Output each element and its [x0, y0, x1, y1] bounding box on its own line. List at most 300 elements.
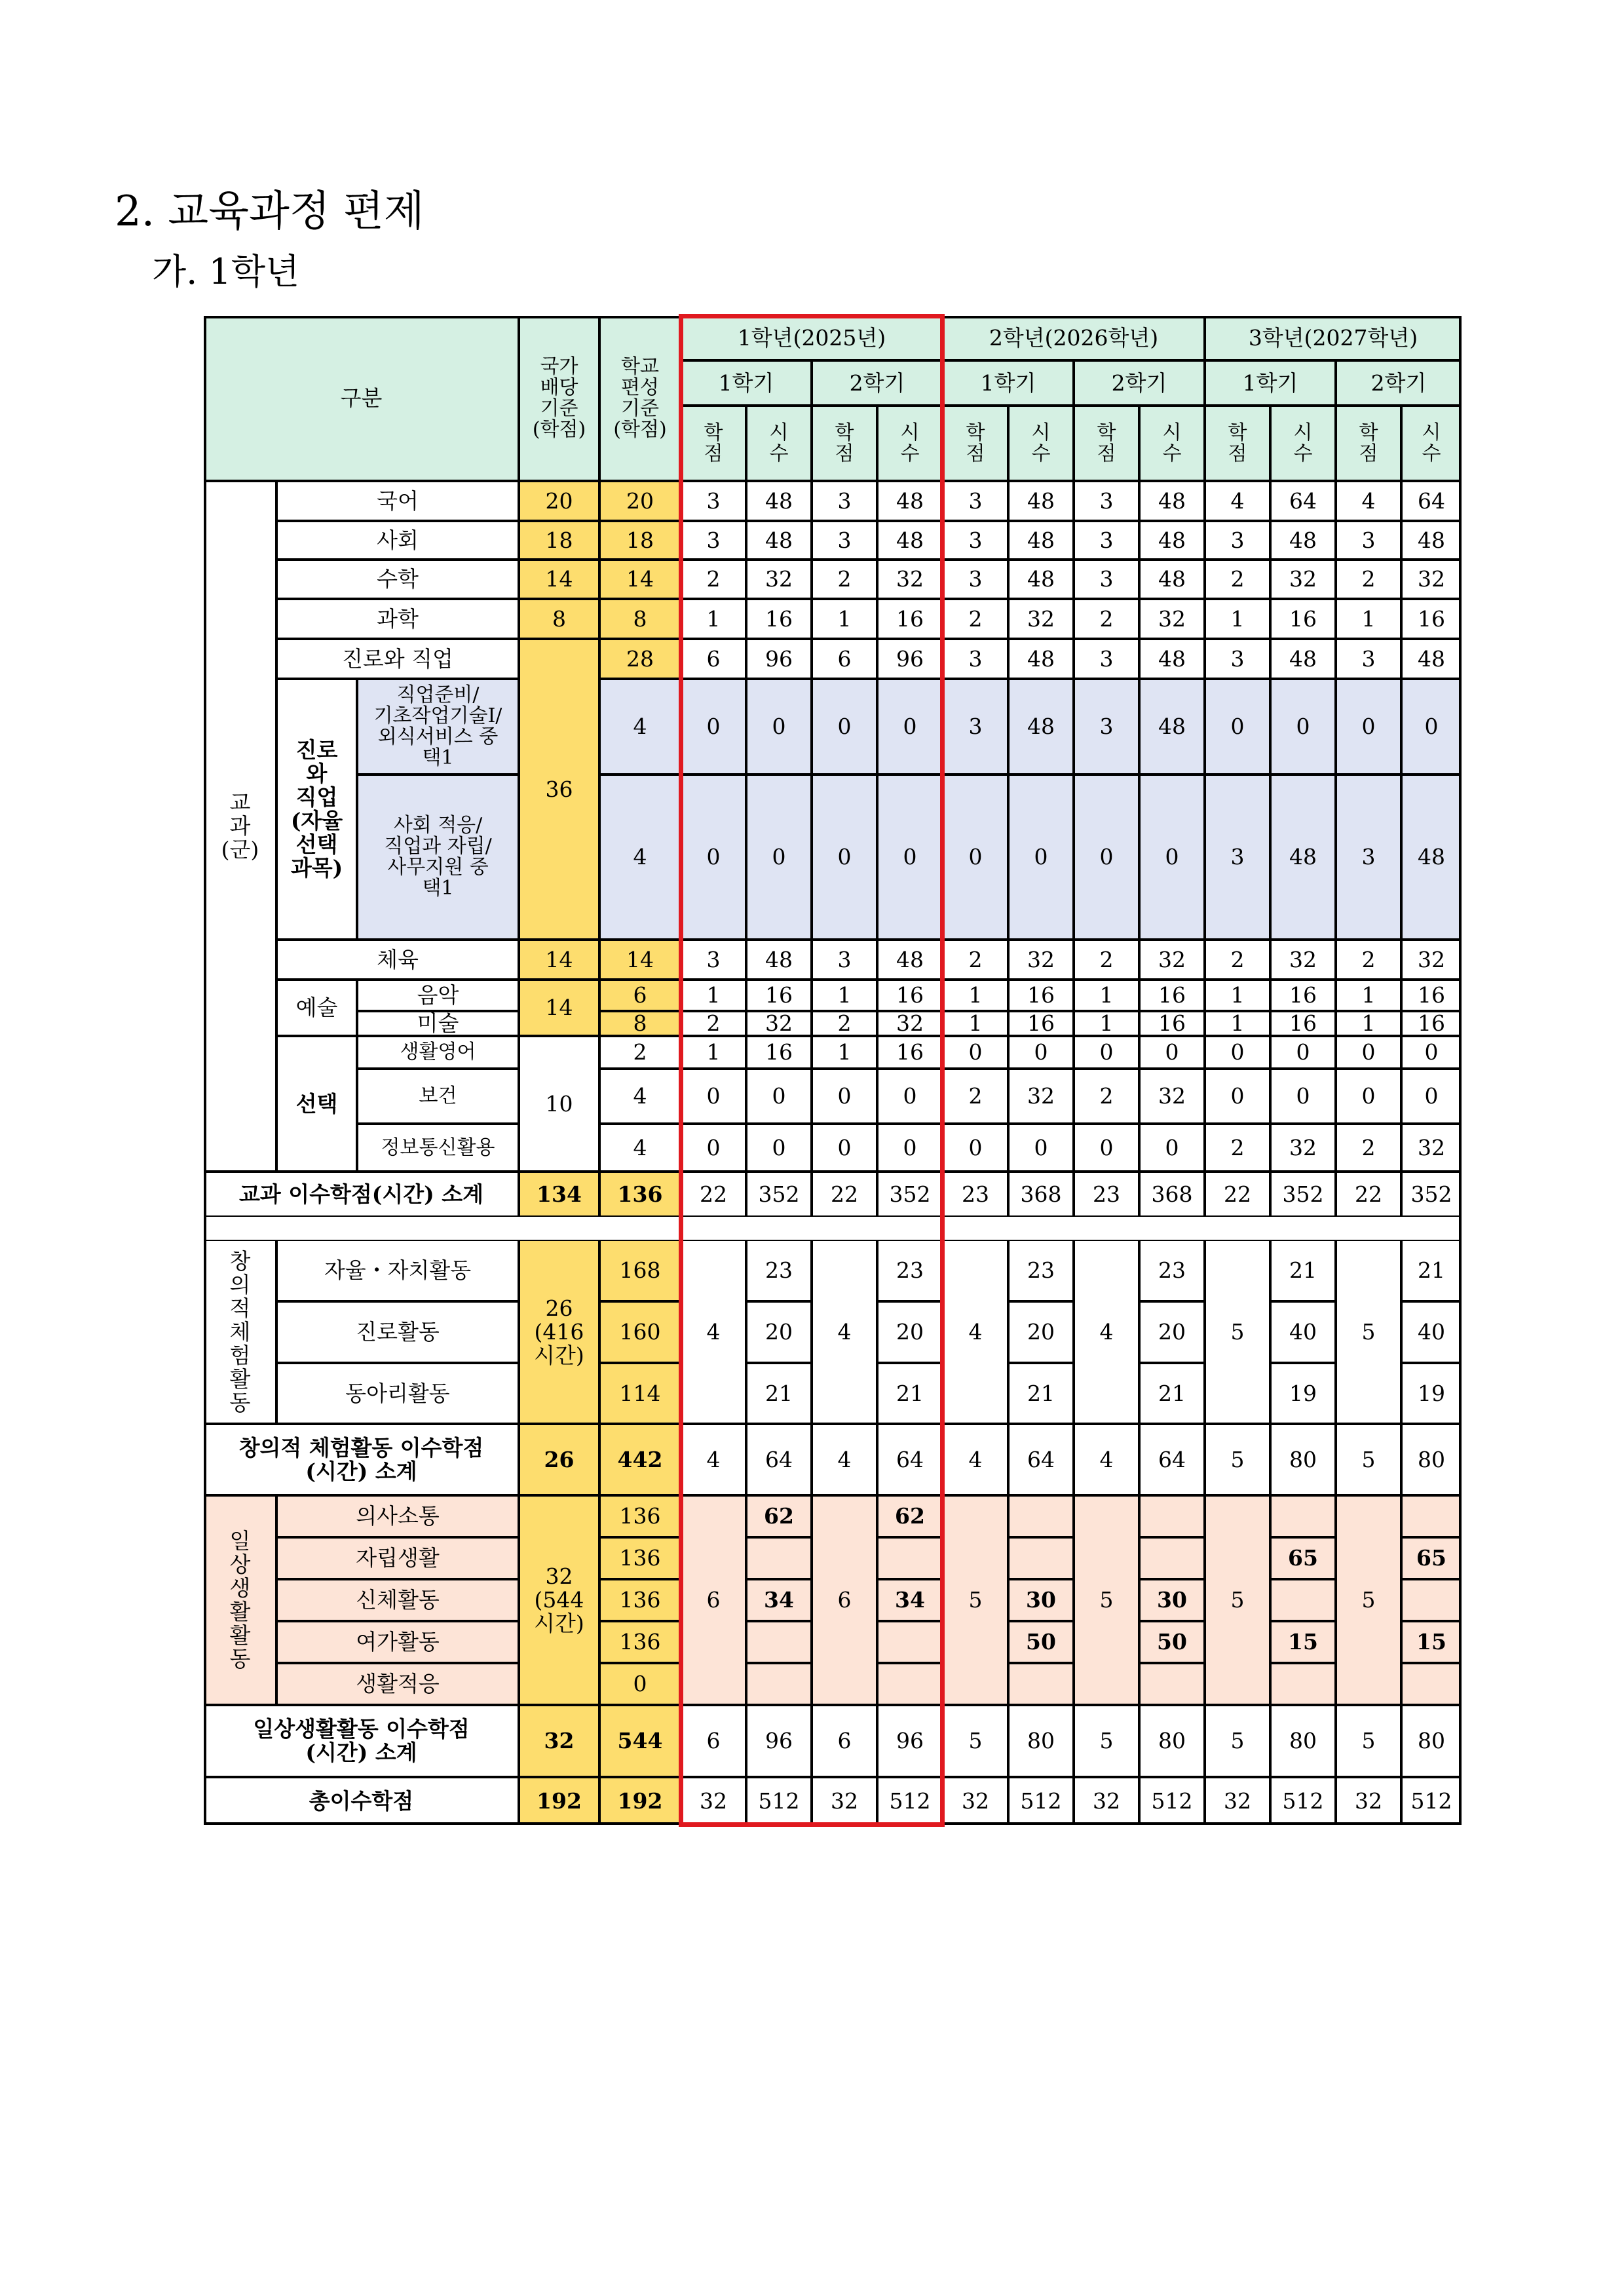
header-semester: 1학기 [943, 360, 1074, 406]
header-unit: 시 수 [1139, 406, 1205, 481]
value-cell: 3 [1074, 481, 1139, 521]
hours-cell [1139, 1537, 1205, 1579]
hours-cell: 50 [1008, 1621, 1074, 1663]
value-cell: 96 [877, 1705, 943, 1777]
value-cell: 3 [681, 481, 746, 521]
value-cell: 352 [877, 1172, 943, 1217]
value-cell: 2 [812, 1011, 877, 1036]
school-credit: 2 [599, 1036, 681, 1069]
value-cell: 5 [1074, 1705, 1139, 1777]
value-cell: 48 [877, 940, 943, 980]
value-cell: 352 [1401, 1172, 1462, 1217]
value-cell: 0 [746, 1124, 812, 1172]
value-cell: 32 [1401, 560, 1462, 599]
value-cell: 16 [746, 1036, 812, 1069]
school-credit: 8 [599, 1011, 681, 1036]
subtotal-national: 32 [519, 1705, 599, 1777]
value-cell: 16 [877, 1036, 943, 1069]
activity-name: 생활적응 [276, 1663, 519, 1705]
subject-name: 과학 [276, 599, 519, 639]
hours-cell: 20 [1139, 1301, 1205, 1363]
school-credit: 4 [599, 1124, 681, 1172]
value-cell: 64 [1401, 481, 1462, 521]
value-cell: 0 [877, 679, 943, 775]
hours-cell: 21 [1270, 1240, 1336, 1301]
hours-cell [746, 1621, 812, 1663]
credit-cell: 5 [1336, 1240, 1401, 1424]
hours-cell: 20 [877, 1301, 943, 1363]
value-cell: 1 [1205, 980, 1270, 1011]
school-hours: 0 [599, 1663, 681, 1705]
value-cell: 32 [746, 560, 812, 599]
national-credit: 18 [519, 521, 599, 560]
hours-cell: 62 [746, 1495, 812, 1537]
group-daily: 일 상 생 활 활 동 [204, 1495, 276, 1705]
hours-cell: 19 [1270, 1363, 1336, 1424]
value-cell: 4 [812, 1424, 877, 1495]
value-cell: 0 [1074, 1124, 1139, 1172]
value-cell: 32 [1139, 599, 1205, 639]
value-cell: 1 [943, 1011, 1008, 1036]
value-cell: 3 [943, 560, 1008, 599]
value-cell: 32 [746, 1011, 812, 1036]
value-cell: 48 [1139, 679, 1205, 775]
value-cell: 6 [812, 1705, 877, 1777]
value-cell: 80 [1008, 1705, 1074, 1777]
value-cell: 6 [681, 1705, 746, 1777]
subject-name: 체육 [276, 940, 519, 980]
hours-cell [1401, 1663, 1462, 1705]
hours-cell: 21 [877, 1363, 943, 1424]
value-cell: 1 [1205, 1011, 1270, 1036]
value-cell: 32 [1139, 940, 1205, 980]
value-cell: 32 [1401, 940, 1462, 980]
hours-cell: 34 [877, 1579, 943, 1621]
value-cell: 64 [877, 1424, 943, 1495]
value-cell: 1 [812, 1036, 877, 1069]
value-cell: 64 [746, 1424, 812, 1495]
hours-cell: 21 [1139, 1363, 1205, 1424]
header-unit: 시 수 [1270, 406, 1336, 481]
hours-cell: 21 [1008, 1363, 1074, 1424]
value-cell: 16 [1139, 980, 1205, 1011]
value-cell: 0 [681, 679, 746, 775]
header-semester: 1학기 [1205, 360, 1336, 406]
value-cell: 1 [812, 980, 877, 1011]
value-cell: 16 [1139, 1011, 1205, 1036]
subject-name: 국어 [276, 481, 519, 521]
value-cell: 32 [1139, 1069, 1205, 1124]
value-cell: 0 [746, 679, 812, 775]
group-subjects: 교 과 (군) [204, 481, 276, 1172]
value-cell: 48 [1008, 521, 1074, 560]
value-cell: 3 [943, 521, 1008, 560]
value-cell: 512 [1401, 1777, 1462, 1825]
header-category: 구분 [204, 316, 519, 481]
value-cell: 0 [1270, 1036, 1336, 1069]
hours-cell: 23 [877, 1240, 943, 1301]
value-cell: 48 [877, 521, 943, 560]
school-credit: 28 [599, 639, 681, 679]
value-cell: 1 [681, 1036, 746, 1069]
total-school: 192 [599, 1777, 681, 1825]
activity-name: 의사소통 [276, 1495, 519, 1537]
header-unit: 학 점 [1205, 406, 1270, 481]
hours-cell: 50 [1139, 1621, 1205, 1663]
value-cell: 22 [1205, 1172, 1270, 1217]
value-cell: 6 [681, 639, 746, 679]
value-cell: 0 [1401, 1069, 1462, 1124]
value-cell: 368 [1008, 1172, 1074, 1217]
activity-name: 신체활동 [276, 1579, 519, 1621]
value-cell: 80 [1401, 1424, 1462, 1495]
national-credit-arts: 14 [519, 980, 599, 1036]
value-cell: 0 [1205, 1069, 1270, 1124]
value-cell: 16 [877, 599, 943, 639]
value-cell: 2 [1074, 1069, 1139, 1124]
group-career-elective: 진로 와 직업 (자율 선택 과목) [276, 679, 357, 940]
subject-name: 진로와 직업 [276, 639, 519, 679]
hours-cell: 30 [1008, 1579, 1074, 1621]
credit-cell: 4 [812, 1240, 877, 1424]
header-school-standard: 학교 편성 기준 (학점) [599, 316, 681, 481]
value-cell: 32 [1336, 1777, 1401, 1825]
hours-cell: 21 [746, 1363, 812, 1424]
value-cell: 0 [1074, 775, 1139, 940]
subject-name: 사회 적응/ 직업과 자립/ 사무지원 중 택1 [357, 775, 519, 940]
national-credit-daily: 32 (544 시간) [519, 1495, 599, 1705]
value-cell: 0 [1336, 1069, 1401, 1124]
credit-cell: 5 [1205, 1240, 1270, 1424]
header-semester: 2학기 [1074, 360, 1205, 406]
subtotal-school: 136 [599, 1172, 681, 1217]
hours-cell [1008, 1495, 1074, 1537]
value-cell: 48 [877, 481, 943, 521]
hours-cell [877, 1537, 943, 1579]
group-arts: 예술 [276, 980, 357, 1036]
subject-name: 미술 [357, 1011, 519, 1036]
value-cell: 0 [1336, 679, 1401, 775]
hours-cell: 23 [1139, 1240, 1205, 1301]
value-cell: 512 [1139, 1777, 1205, 1825]
value-cell: 3 [681, 940, 746, 980]
value-cell: 48 [1139, 481, 1205, 521]
activity-name: 동아리활동 [276, 1363, 519, 1424]
hours-cell [1008, 1537, 1074, 1579]
hours-cell: 34 [746, 1579, 812, 1621]
national-credit-creative: 26 (416 시간) [519, 1240, 599, 1424]
value-cell: 16 [877, 980, 943, 1011]
credit-cell: 4 [1074, 1240, 1139, 1424]
value-cell: 6 [812, 639, 877, 679]
value-cell: 2 [681, 1011, 746, 1036]
value-cell: 0 [1336, 1036, 1401, 1069]
school-credit: 18 [599, 521, 681, 560]
value-cell: 32 [1008, 940, 1074, 980]
value-cell: 0 [1008, 1036, 1074, 1069]
value-cell: 3 [812, 940, 877, 980]
value-cell: 4 [1205, 481, 1270, 521]
value-cell: 5 [1336, 1705, 1401, 1777]
value-cell: 0 [1270, 1069, 1336, 1124]
value-cell: 3 [1074, 679, 1139, 775]
school-credit: 4 [599, 679, 681, 775]
value-cell: 0 [943, 775, 1008, 940]
national-credit: 14 [519, 560, 599, 599]
value-cell: 48 [1008, 679, 1074, 775]
value-cell: 48 [1008, 481, 1074, 521]
value-cell: 22 [1336, 1172, 1401, 1217]
school-credit: 4 [599, 775, 681, 940]
header-unit: 시 수 [1008, 406, 1074, 481]
header-unit: 학 점 [943, 406, 1008, 481]
hours-cell: 62 [877, 1495, 943, 1537]
value-cell: 3 [943, 679, 1008, 775]
credit-cell: 4 [681, 1240, 746, 1424]
value-cell: 3 [1336, 639, 1401, 679]
value-cell: 16 [1008, 1011, 1074, 1036]
value-cell: 3 [1074, 521, 1139, 560]
value-cell: 2 [1205, 1124, 1270, 1172]
credit-cell: 5 [1074, 1495, 1139, 1705]
value-cell: 48 [1139, 560, 1205, 599]
value-cell: 1 [681, 980, 746, 1011]
subject-name: 직업준비/ 기초작업기술Ⅰ/ 외식서비스 중 택1 [357, 679, 519, 775]
hours-cell [877, 1621, 943, 1663]
value-cell: 0 [943, 1124, 1008, 1172]
value-cell: 32 [812, 1777, 877, 1825]
school-credit: 14 [599, 940, 681, 980]
hours-cell [1008, 1663, 1074, 1705]
value-cell: 2 [943, 940, 1008, 980]
school-credit: 14 [599, 560, 681, 599]
subtotal-label: 창의적 체험활동 이수학점 (시간) 소계 [204, 1424, 519, 1495]
value-cell: 16 [746, 980, 812, 1011]
value-cell: 32 [943, 1777, 1008, 1825]
value-cell: 512 [877, 1777, 943, 1825]
subtotal-national: 134 [519, 1172, 599, 1217]
value-cell: 32 [1008, 599, 1074, 639]
value-cell: 32 [877, 1011, 943, 1036]
school-hours: 114 [599, 1363, 681, 1424]
hours-cell [1270, 1663, 1336, 1705]
value-cell: 2 [1336, 560, 1401, 599]
value-cell: 2 [1205, 940, 1270, 980]
hours-cell: 19 [1401, 1363, 1462, 1424]
hours-cell: 23 [1008, 1240, 1074, 1301]
value-cell: 3 [681, 521, 746, 560]
school-hours: 160 [599, 1301, 681, 1363]
value-cell: 0 [681, 1124, 746, 1172]
value-cell: 32 [1074, 1777, 1139, 1825]
value-cell: 0 [1139, 1036, 1205, 1069]
value-cell: 32 [1401, 1124, 1462, 1172]
subtotal-national: 26 [519, 1424, 599, 1495]
value-cell: 0 [1205, 1036, 1270, 1069]
hours-cell [746, 1537, 812, 1579]
value-cell: 2 [812, 560, 877, 599]
value-cell: 2 [943, 1069, 1008, 1124]
school-credit: 6 [599, 980, 681, 1011]
value-cell: 3 [1074, 560, 1139, 599]
value-cell: 32 [1270, 1124, 1336, 1172]
hours-cell: 65 [1401, 1537, 1462, 1579]
value-cell: 48 [1139, 521, 1205, 560]
value-cell: 0 [877, 1124, 943, 1172]
header-unit: 학 점 [812, 406, 877, 481]
hours-cell [746, 1663, 812, 1705]
value-cell: 48 [1139, 639, 1205, 679]
school-hours: 136 [599, 1537, 681, 1579]
value-cell: 48 [1270, 775, 1336, 940]
hours-cell [877, 1663, 943, 1705]
section-heading: 2. 교육과정 편제 [115, 187, 425, 236]
national-credit: 8 [519, 599, 599, 639]
value-cell: 64 [1270, 481, 1336, 521]
value-cell: 0 [1139, 775, 1205, 940]
value-cell: 2 [1205, 560, 1270, 599]
value-cell: 3 [943, 639, 1008, 679]
activity-name: 여가활동 [276, 1621, 519, 1663]
group-elective: 선택 [276, 1036, 357, 1172]
value-cell: 48 [746, 940, 812, 980]
value-cell: 16 [1270, 1011, 1336, 1036]
national-credit-elective: 10 [519, 1036, 599, 1172]
value-cell: 3 [1336, 775, 1401, 940]
value-cell: 32 [1205, 1777, 1270, 1825]
value-cell: 4 [1336, 481, 1401, 521]
value-cell: 48 [1401, 521, 1462, 560]
header-year: 3학년(2027학년) [1205, 316, 1462, 360]
value-cell: 32 [681, 1777, 746, 1825]
value-cell: 96 [877, 639, 943, 679]
national-credit-career: 36 [519, 639, 599, 940]
value-cell: 0 [681, 775, 746, 940]
header-year: 2학년(2026학년) [943, 316, 1205, 360]
value-cell: 0 [1401, 1036, 1462, 1069]
subject-name: 수학 [276, 560, 519, 599]
value-cell: 2 [1336, 1124, 1401, 1172]
header-semester: 1학기 [681, 360, 812, 406]
value-cell: 16 [1401, 599, 1462, 639]
subtotal-label: 교과 이수학점(시간) 소계 [204, 1172, 519, 1217]
hours-cell [1139, 1663, 1205, 1705]
value-cell: 0 [746, 775, 812, 940]
value-cell: 2 [681, 560, 746, 599]
header-unit: 학 점 [1074, 406, 1139, 481]
value-cell: 48 [1008, 639, 1074, 679]
value-cell: 5 [1336, 1424, 1401, 1495]
hours-cell: 65 [1270, 1537, 1336, 1579]
value-cell: 0 [812, 1069, 877, 1124]
value-cell: 1 [1074, 1011, 1139, 1036]
header-unit: 시 수 [877, 406, 943, 481]
value-cell: 5 [1205, 1705, 1270, 1777]
value-cell: 64 [1139, 1424, 1205, 1495]
value-cell: 2 [1074, 940, 1139, 980]
value-cell: 5 [943, 1705, 1008, 1777]
activity-name: 자립생활 [276, 1537, 519, 1579]
value-cell: 2 [943, 599, 1008, 639]
value-cell: 1 [943, 980, 1008, 1011]
credit-cell: 5 [1336, 1495, 1401, 1705]
value-cell: 1 [812, 599, 877, 639]
value-cell: 48 [1401, 639, 1462, 679]
value-cell: 3 [1205, 521, 1270, 560]
hours-cell [1139, 1495, 1205, 1537]
value-cell: 16 [1401, 980, 1462, 1011]
value-cell: 48 [1270, 521, 1336, 560]
value-cell: 96 [746, 639, 812, 679]
activity-name: 진로활동 [276, 1301, 519, 1363]
sub-heading: 가. 1학년 [152, 251, 300, 292]
credit-cell: 6 [812, 1495, 877, 1705]
value-cell: 1 [1205, 599, 1270, 639]
value-cell: 4 [943, 1424, 1008, 1495]
header-semester: 2학기 [812, 360, 943, 406]
credit-cell: 5 [943, 1495, 1008, 1705]
header-unit: 시 수 [1401, 406, 1462, 481]
hours-cell: 20 [1008, 1301, 1074, 1363]
value-cell: 96 [746, 1705, 812, 1777]
subject-name: 생활영어 [357, 1036, 519, 1069]
value-cell: 0 [1401, 679, 1462, 775]
value-cell: 0 [1205, 679, 1270, 775]
hours-cell [1401, 1579, 1462, 1621]
activity-name: 자율・자치활동 [276, 1240, 519, 1301]
value-cell: 3 [812, 521, 877, 560]
value-cell: 0 [943, 1036, 1008, 1069]
header-national-standard: 국가 배당 기준 (학점) [519, 316, 599, 481]
header-unit: 학 점 [681, 406, 746, 481]
hours-cell: 15 [1270, 1621, 1336, 1663]
hours-cell: 23 [746, 1240, 812, 1301]
hours-cell [1270, 1495, 1336, 1537]
school-hours: 136 [599, 1579, 681, 1621]
national-credit: 14 [519, 940, 599, 980]
value-cell: 0 [877, 775, 943, 940]
value-cell: 32 [1270, 940, 1336, 980]
value-cell: 3 [1336, 521, 1401, 560]
value-cell: 3 [943, 481, 1008, 521]
subject-name: 정보통신활용 [357, 1124, 519, 1172]
header-unit: 시 수 [746, 406, 812, 481]
value-cell: 1 [681, 599, 746, 639]
header-unit: 학 점 [1336, 406, 1401, 481]
value-cell: 512 [1270, 1777, 1336, 1825]
value-cell: 5 [1205, 1424, 1270, 1495]
value-cell: 16 [746, 599, 812, 639]
value-cell: 512 [746, 1777, 812, 1825]
value-cell: 1 [1336, 599, 1401, 639]
value-cell: 0 [746, 1069, 812, 1124]
value-cell: 368 [1139, 1172, 1205, 1217]
total-national: 192 [519, 1777, 599, 1825]
school-credit: 8 [599, 599, 681, 639]
subject-name: 보건 [357, 1069, 519, 1124]
value-cell: 64 [1008, 1424, 1074, 1495]
value-cell: 0 [877, 1069, 943, 1124]
value-cell: 48 [746, 521, 812, 560]
value-cell: 2 [1074, 599, 1139, 639]
hours-cell [1270, 1579, 1336, 1621]
value-cell: 1 [1074, 980, 1139, 1011]
value-cell: 80 [1270, 1424, 1336, 1495]
school-hours: 168 [599, 1240, 681, 1301]
credit-cell: 5 [1205, 1495, 1270, 1705]
group-creative: 창 의 적 체 험 활 동 [204, 1240, 276, 1424]
value-cell: 3 [812, 481, 877, 521]
